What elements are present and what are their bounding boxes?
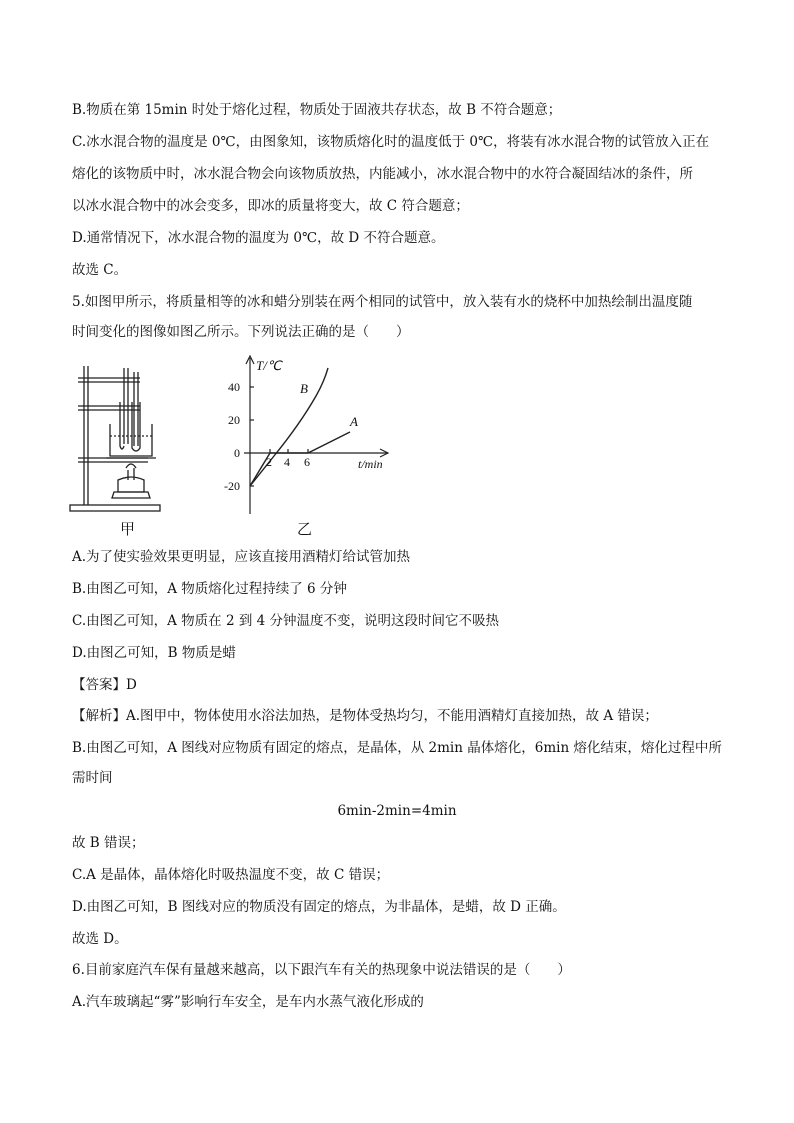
option-b: B.由图乙可知，A 物质熔化过程持续了 6 分钟 bbox=[72, 581, 347, 597]
curve-a-label: A bbox=[350, 414, 358, 429]
curve-b-label: B bbox=[300, 381, 308, 396]
text-line: D.由图乙可知，B 图线对应的物质没有固定的熔点，为非晶体，是蜡，故 D 正确。 bbox=[72, 899, 566, 915]
apparatus-figure bbox=[68, 362, 164, 518]
figure-label-right: 乙 bbox=[297, 520, 313, 538]
text-line: B.物质在第 15min 时处于熔化过程，物质处于固液共存状态，故 B 不符合题意； bbox=[72, 102, 562, 118]
y-axis-label: T/℃ bbox=[256, 358, 282, 373]
x-axis-label: t/min bbox=[358, 457, 383, 471]
text-line: D.通常情况下，冰水混合物的温度为 0℃，故 D 不符合题意。 bbox=[72, 230, 445, 246]
text-line: C.冰水混合物的温度是 0℃，由图象知，该物质熔化时的温度低于 0℃，将装有冰水混合物的试管放入正在 bbox=[72, 134, 710, 150]
text-line: 以冰水混合物中的冰会变多，即冰的质量将变大，故 C 符合题意； bbox=[72, 198, 469, 214]
y-tick-label: -20 bbox=[224, 479, 240, 493]
y-tick-label: 40 bbox=[228, 380, 240, 394]
figure-label-left: 甲 bbox=[120, 520, 136, 538]
answer: 【答案】D bbox=[72, 677, 137, 693]
text-line: 熔化的该物质中时，冰水混合物会向该物质放热，内能减小，冰水混合物中的水符合凝固结冰的条件，所 bbox=[72, 166, 693, 182]
text-line: 故选 C。 bbox=[72, 262, 128, 278]
analysis-line: 【解析】A.图甲中，物体使用水浴法加热，是物体受热均匀，不能用酒精灯直接加热，故 A 错误； bbox=[72, 708, 658, 724]
x-tick-label: 6 bbox=[304, 455, 310, 469]
analysis-line: 需时间 bbox=[72, 770, 113, 786]
question-5-stem: 时间变化的图像如图乙所示。下列说法正确的是（ ） bbox=[72, 324, 410, 340]
formula: 6min-2min=4min bbox=[337, 803, 457, 819]
analysis-line: B.由图乙可知，A 图线对应物质有固定的熔点，是晶体，从 2min 晶体熔化，6min 熔化结束，熔化过程中所 bbox=[72, 740, 722, 756]
question-6-option-a: A.汽车玻璃起“雾”影响行车安全，是车内水蒸气液化形成的 bbox=[72, 994, 424, 1010]
option-c: C.由图乙可知，A 物质在 2 到 4 分钟温度不变，说明这段时间它不吸热 bbox=[72, 613, 500, 629]
temperature-graph bbox=[222, 354, 400, 516]
x-tick-label: 4 bbox=[284, 455, 290, 469]
text-line: 故 B 错误； bbox=[72, 835, 145, 851]
x-tick-label: 2 bbox=[266, 455, 272, 469]
option-d: D.由图乙可知，B 物质是蜡 bbox=[72, 645, 236, 661]
option-a: A.为了使实验效果更明显，应该直接用酒精灯给试管加热 bbox=[72, 549, 411, 565]
y-tick-label: 0 bbox=[234, 446, 240, 460]
question-6-stem: 6.目前家庭汽车保有量越来越高，以下跟汽车有关的热现象中说法错误的是（ ） bbox=[72, 962, 571, 978]
y-tick-label: 20 bbox=[228, 413, 240, 427]
text-line: C.A 是晶体，晶体熔化时吸热温度不变，故 C 错误； bbox=[72, 867, 390, 883]
text-line: 故选 D。 bbox=[72, 931, 128, 947]
question-5-stem: 5.如图甲所示，将质量相等的冰和蜡分别装在两个相同的试管中，放入装有水的烧杯中加热绘制出温度随 bbox=[72, 294, 693, 310]
